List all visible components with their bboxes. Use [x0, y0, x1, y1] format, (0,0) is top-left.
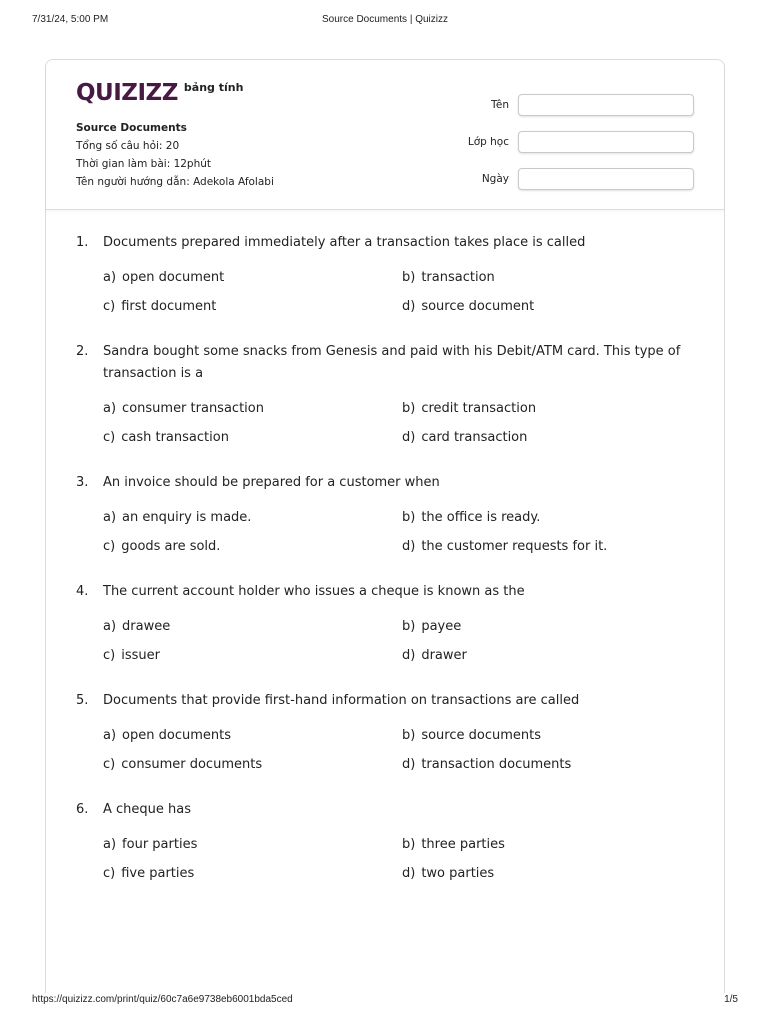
- option-letter: a): [103, 270, 117, 285]
- option-b: [402, 267, 701, 289]
- worksheet-header: [46, 60, 724, 210]
- question-6: [76, 799, 696, 885]
- option-b: [402, 398, 701, 420]
- option-letter: b): [402, 401, 416, 416]
- answer-options: [103, 398, 696, 449]
- option-letter: a): [103, 728, 117, 743]
- worksheet-subtitle: bảng tính: [183, 81, 244, 94]
- print-url: https://quizizz.com/print/quiz/60c7a6e9738eb6001bda5ced: [32, 994, 293, 1005]
- option-d: [402, 645, 701, 667]
- option-text: goods are sold.: [121, 539, 221, 554]
- option-letter: d): [402, 299, 416, 314]
- option-text: transaction: [421, 270, 495, 285]
- option-letter: c): [103, 648, 116, 663]
- print-page-title: Source Documents | Quizizz: [322, 14, 448, 25]
- option-text: drawer: [421, 648, 467, 663]
- question-text: Documents prepared immediately after a transaction takes place is called: [103, 235, 586, 250]
- option-a: [103, 398, 402, 420]
- option-c: [103, 754, 402, 776]
- class-label: Lớp học: [467, 135, 509, 148]
- option-text: credit transaction: [421, 401, 537, 416]
- option-text: drawee: [122, 619, 171, 634]
- option-text: open documents: [122, 728, 231, 743]
- option-text: payee: [421, 619, 462, 634]
- option-d: [402, 754, 701, 776]
- question-5: [76, 690, 696, 776]
- option-text: open document: [122, 270, 225, 285]
- worksheet: [45, 59, 725, 993]
- option-letter: d): [402, 866, 416, 881]
- quiz-title: Source Documents: [76, 122, 187, 134]
- option-text: an enquiry is made.: [122, 510, 252, 525]
- option-text: consumer transaction: [122, 401, 264, 416]
- option-letter: b): [402, 837, 416, 852]
- name-field[interactable]: [518, 94, 694, 116]
- time-limit: Thời gian làm bài: 12phút: [76, 158, 212, 170]
- date-label: Ngày: [481, 172, 509, 185]
- name-label: Tên: [490, 98, 509, 111]
- option-a: [103, 725, 402, 747]
- class-field-row: [444, 123, 694, 160]
- option-letter: c): [103, 430, 116, 445]
- option-text: two parties: [421, 866, 495, 881]
- quizizz-logo: QUIZIZZ: [76, 80, 178, 106]
- option-c: [103, 536, 402, 558]
- question-number: 6.: [76, 802, 89, 817]
- question-number: 4.: [76, 584, 89, 599]
- option-d: [402, 863, 701, 885]
- option-text: the office is ready.: [421, 510, 541, 525]
- question-text: An invoice should be prepared for a customer when: [103, 475, 440, 490]
- option-text: transaction documents: [421, 757, 572, 772]
- question-text: The current account holder who issues a cheque is known as the: [103, 584, 525, 599]
- question-1: [76, 232, 696, 318]
- option-letter: d): [402, 430, 416, 445]
- option-text: five parties: [121, 866, 195, 881]
- instructor-name: Tên người hướng dẫn: Adekola Afolabi: [76, 176, 274, 188]
- question-number: 2.: [76, 344, 89, 359]
- answer-options: [103, 725, 696, 776]
- option-letter: b): [402, 728, 416, 743]
- answer-options: [103, 267, 696, 318]
- question-3: [76, 472, 696, 558]
- option-text: consumer documents: [121, 757, 263, 772]
- student-fields: [444, 86, 694, 197]
- option-text: four parties: [122, 837, 198, 852]
- option-letter: c): [103, 299, 116, 314]
- option-letter: c): [103, 539, 116, 554]
- option-a: [103, 267, 402, 289]
- question-text: A cheque has: [103, 802, 192, 817]
- date-field[interactable]: [518, 168, 694, 190]
- option-letter: d): [402, 539, 416, 554]
- answer-options: [103, 616, 696, 667]
- option-text: the customer requests for it.: [421, 539, 608, 554]
- option-b: [402, 725, 701, 747]
- option-c: [103, 296, 402, 318]
- print-datetime: 7/31/24, 5:00 PM: [32, 14, 109, 25]
- option-b: [402, 834, 701, 856]
- option-c: [103, 645, 402, 667]
- answer-options: [103, 834, 696, 885]
- page-indicator: 1/5: [724, 994, 738, 1005]
- question-2: [76, 341, 696, 449]
- option-text: issuer: [121, 648, 160, 663]
- option-d: [402, 427, 701, 449]
- option-letter: b): [402, 270, 416, 285]
- option-a: [103, 834, 402, 856]
- class-field[interactable]: [518, 131, 694, 153]
- question-number: 5.: [76, 693, 89, 708]
- option-a: [103, 507, 402, 529]
- question-number: 1.: [76, 235, 89, 250]
- option-text: cash transaction: [121, 430, 229, 445]
- total-questions: Tổng số câu hỏi: 20: [76, 140, 180, 152]
- quiz-meta: [76, 119, 274, 191]
- option-d: [402, 536, 701, 558]
- question-text: Documents that provide first-hand information on transactions are called: [103, 693, 580, 708]
- option-b: [402, 507, 701, 529]
- option-text: three parties: [421, 837, 505, 852]
- option-c: [103, 427, 402, 449]
- option-text: card transaction: [421, 430, 528, 445]
- option-letter: d): [402, 757, 416, 772]
- option-letter: c): [103, 757, 116, 772]
- option-letter: a): [103, 619, 117, 634]
- option-a: [103, 616, 402, 638]
- brand: [76, 80, 243, 106]
- option-letter: d): [402, 648, 416, 663]
- option-letter: b): [402, 619, 416, 634]
- question-text: Sandra bought some snacks from Genesis and paid with his Debit/ATM card. This type of transaction is a: [103, 344, 681, 381]
- option-text: source document: [421, 299, 535, 314]
- question-list: [76, 232, 696, 908]
- option-letter: a): [103, 510, 117, 525]
- option-letter: c): [103, 866, 116, 881]
- option-d: [402, 296, 701, 318]
- option-text: first document: [121, 299, 217, 314]
- question-number: 3.: [76, 475, 89, 490]
- option-letter: a): [103, 837, 117, 852]
- option-letter: b): [402, 510, 416, 525]
- option-text: source documents: [421, 728, 541, 743]
- name-field-row: [444, 86, 694, 123]
- answer-options: [103, 507, 696, 558]
- option-b: [402, 616, 701, 638]
- date-field-row: [444, 160, 694, 197]
- option-letter: a): [103, 401, 117, 416]
- question-4: [76, 581, 696, 667]
- option-c: [103, 863, 402, 885]
